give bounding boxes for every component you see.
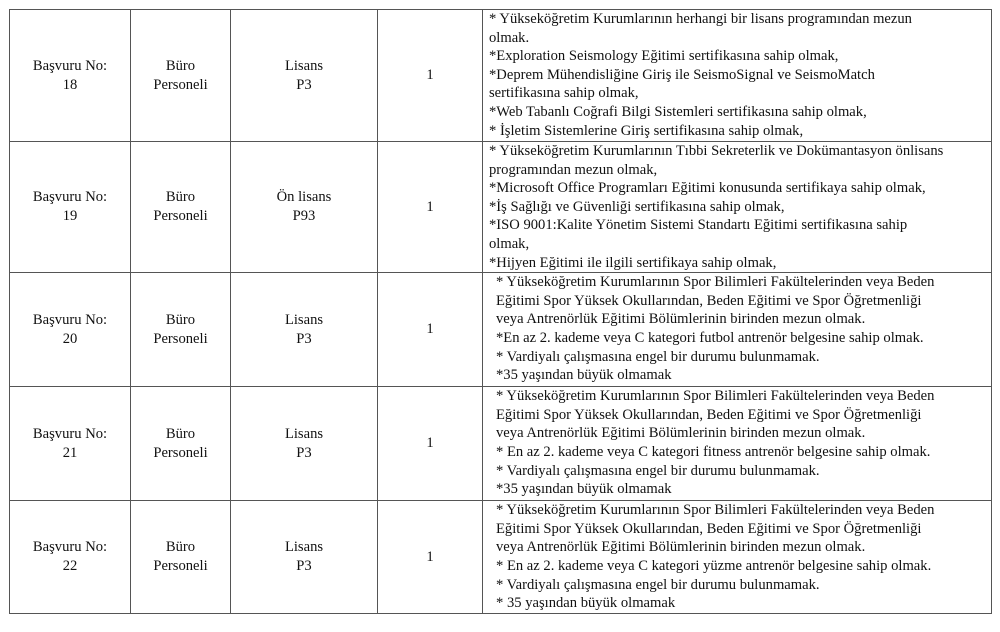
requirement-line: *Exploration Seismology Eğitimi sertifikasına sahip olmak, <box>489 48 839 65</box>
requirements-cell <box>483 10 992 142</box>
application-label: Başvuru No: <box>32 312 108 329</box>
requirement-line: * Yükseköğretim Kurumlarının herhangi bir lisans programından mezun <box>489 11 912 27</box>
education-level: Ön lisans <box>276 189 332 206</box>
score-type: P3 <box>296 557 312 574</box>
requirement-line: *35 yaşından büyük olmamak <box>496 481 672 498</box>
education-cell <box>231 10 378 142</box>
requirement-line: * Yükseköğretim Kurumlarının Spor Bilimleri Fakültelerinden veya Beden <box>496 388 935 405</box>
application-label: Başvuru No: <box>32 539 108 556</box>
requirement-line: *Microsoft Office Programları Eğitimi konusunda sertifikaya sahip olmak, <box>489 180 926 197</box>
requirement-line: programından mezun olmak, <box>489 161 658 178</box>
score-type: P3 <box>296 444 312 461</box>
application-label: Başvuru No: <box>32 189 108 206</box>
position-line: Büro <box>165 57 196 74</box>
requirement-line: olmak, <box>489 235 530 252</box>
requirement-line: veya Antrenörlük Eğitimi Bölümlerinin birinden mezun olmak. <box>496 539 866 556</box>
education-level: Lisans <box>284 426 324 443</box>
table-row <box>10 142 992 273</box>
requirements-cell <box>483 501 992 614</box>
count-cell <box>378 273 483 387</box>
requirement-line: Eğitimi Spor Yüksek Okullarından, Beden Eğitimi ve Spor Öğretmenliği <box>496 292 922 309</box>
requirement-line: * En az 2. kademe veya C kategori fitness antrenör belgesine sahip olmak. <box>496 443 931 460</box>
position-line: Büro <box>165 426 196 443</box>
application-label: Başvuru No: <box>32 57 108 74</box>
position-count: 1 <box>426 321 434 338</box>
education-level: Lisans <box>284 57 324 74</box>
requirement-line: *ISO 9001:Kalite Yönetim Sistemi Standartı Eğitimi sertifikasına sahip <box>489 217 908 234</box>
requirement-line: * Yükseköğretim Kurumlarının Tıbbi Sekreterlik ve Dokümantasyon önlisans <box>489 143 944 159</box>
requirement-line: *En az 2. kademe veya C kategori futbol antrenör belgesine sahip olmak. <box>496 329 924 346</box>
table-row <box>10 273 992 387</box>
position-line: Personeli <box>153 208 208 225</box>
requirement-line: * İşletim Sistemlerine Giriş sertifikasına sahip olmak, <box>489 122 804 139</box>
position-line: Personeli <box>153 330 208 347</box>
requirement-line: *Deprem Mühendisliğine Giriş ile SeismoSignal ve SeismoMatch <box>489 66 875 83</box>
position-line: Personeli <box>153 557 208 574</box>
requirement-line: *Hijyen Eğitimi ile ilgili sertifikaya sahip olmak, <box>489 254 777 271</box>
count-cell <box>378 142 483 273</box>
requirement-line: * 35 yaşından büyük olmamak <box>496 595 676 612</box>
requirement-line: * En az 2. kademe veya C kategori yüzme antrenör belgesine sahip olmak. <box>496 557 932 574</box>
count-cell <box>378 10 483 142</box>
education-cell <box>231 142 378 273</box>
application-number: 18 <box>62 76 78 93</box>
score-type: P3 <box>296 76 312 93</box>
requirement-line: * Yükseköğretim Kurumlarının Spor Bilimleri Fakültelerinden veya Beden <box>496 502 935 519</box>
position-count: 1 <box>426 198 434 215</box>
application-number: 22 <box>62 557 78 574</box>
position-line: Personeli <box>153 76 208 93</box>
score-type: P3 <box>296 330 312 347</box>
requirement-line: *35 yaşından büyük olmamak <box>496 367 672 384</box>
requirement-line: * Vardiyalı çalışmasına engel bir durumu bulunmamak. <box>496 462 820 479</box>
requirement-line: * Vardiyalı çalışmasına engel bir durumu bulunmamak. <box>496 348 820 365</box>
table-row <box>10 387 992 501</box>
count-cell <box>378 501 483 614</box>
education-level: Lisans <box>284 312 324 329</box>
application-number: 19 <box>62 208 78 225</box>
table-row <box>10 501 992 614</box>
position-cell <box>131 387 231 501</box>
position-cell <box>131 10 231 142</box>
requirements-cell <box>483 387 992 501</box>
application-number-cell <box>10 142 131 273</box>
requirement-line: Eğitimi Spor Yüksek Okullarından, Beden Eğitimi ve Spor Öğretmenliği <box>496 520 922 537</box>
application-label: Başvuru No: <box>32 426 108 443</box>
position-count: 1 <box>426 435 434 452</box>
education-cell <box>231 387 378 501</box>
requirement-line: sertifikasına sahip olmak, <box>489 85 639 102</box>
position-count: 1 <box>426 548 434 565</box>
position-cell <box>131 142 231 273</box>
requirement-line: * Yükseköğretim Kurumlarının Spor Bilimleri Fakültelerinden veya Beden <box>496 274 935 291</box>
application-number-cell <box>10 273 131 387</box>
count-cell <box>378 387 483 501</box>
education-level: Lisans <box>284 539 324 556</box>
requirement-line: *Web Tabanlı Coğrafi Bilgi Sistemleri sertifikasına sahip olmak, <box>489 103 867 120</box>
position-line: Büro <box>165 312 196 329</box>
education-cell <box>231 501 378 614</box>
requirement-line: *İş Sağlığı ve Güvenliği sertifikasına sahip olmak, <box>489 198 785 215</box>
application-number-cell <box>10 501 131 614</box>
application-number: 20 <box>62 330 78 347</box>
application-number-cell <box>10 387 131 501</box>
requirements-cell <box>483 142 992 273</box>
position-count: 1 <box>426 67 434 84</box>
requirement-line: * Vardiyalı çalışmasına engel bir durumu bulunmamak. <box>496 576 820 593</box>
table-row <box>10 10 992 142</box>
requirement-line: Eğitimi Spor Yüksek Okullarından, Beden Eğitimi ve Spor Öğretmenliği <box>496 406 922 423</box>
position-line: Büro <box>165 189 196 206</box>
requirement-line: veya Antrenörlük Eğitimi Bölümlerinin birinden mezun olmak. <box>496 311 866 328</box>
requirements-cell <box>483 273 992 387</box>
position-cell <box>131 501 231 614</box>
position-line: Personeli <box>153 444 208 461</box>
score-type: P93 <box>292 208 316 225</box>
requirement-line: olmak. <box>489 29 530 46</box>
job-requirements-table <box>9 9 992 614</box>
education-cell <box>231 273 378 387</box>
position-line: Büro <box>165 539 196 556</box>
application-number-cell <box>10 10 131 142</box>
position-cell <box>131 273 231 387</box>
application-number: 21 <box>62 444 78 461</box>
requirement-line: veya Antrenörlük Eğitimi Bölümlerinin birinden mezun olmak. <box>496 425 866 442</box>
